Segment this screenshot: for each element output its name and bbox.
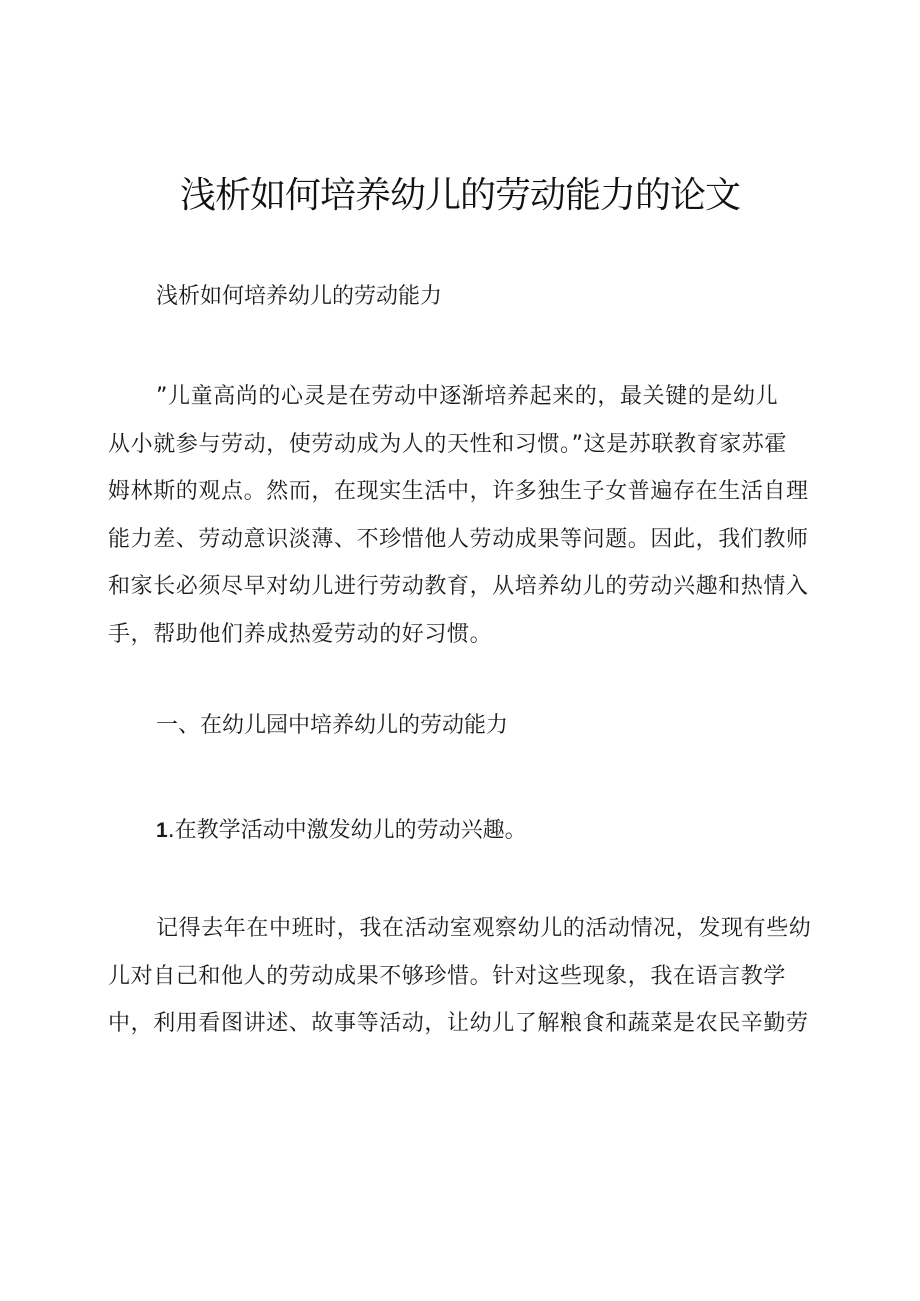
document-subtitle: 浅析如何培养幼儿的劳动能力 [156, 284, 443, 309]
section-heading: 一、在幼儿园中培养幼儿的劳动能力 [156, 713, 509, 738]
paragraph-line: 中，利用看图讲述、故事等活动，让幼儿了解粮食和蔬菜是农民辛勤劳 [108, 1011, 809, 1036]
paragraph-line: 手，帮助他们养成热爱劳动的好习惯。 [108, 621, 493, 647]
numbered-item [156, 816, 527, 846]
paragraph-line: 记得去年在中班时，我在活动室观察幼儿的活动情况，发现有些幼 [156, 916, 812, 941]
paragraph-line: 姆林斯的观点。然而，在现实生活中，许多独生子女普遍存在生活自理 [108, 479, 809, 504]
item-number: 1 [156, 819, 168, 842]
item-text: .在教学活动中激发幼儿的劳动兴趣。 [167, 818, 527, 843]
paragraph-line: 儿对自己和他人的劳动成果不够珍惜。针对这些现象，我在语言教学 [108, 963, 787, 989]
paragraph-line: 和家长必须尽早对幼儿进行劳动教育，从培养幼儿的劳动兴趣和热情入 [108, 574, 809, 599]
intro-paragraph [108, 373, 828, 658]
paragraph-line: 能力差、劳动意识淡薄、不珍惜他人劳动成果等问题。因此，我们教师 [108, 526, 809, 552]
paragraph-line: 从小就参与劳动，使劳动成为人的天性和习惯。”这是苏联教育家苏霍 [108, 431, 787, 457]
document-title: 浅析如何培养幼儿的劳动能力的论文 [179, 175, 740, 216]
body-paragraph [108, 905, 828, 1048]
paragraph-line: ”儿童高尚的心灵是在劳动中逐渐培养起来的，最关键的是幼儿 [156, 384, 779, 409]
